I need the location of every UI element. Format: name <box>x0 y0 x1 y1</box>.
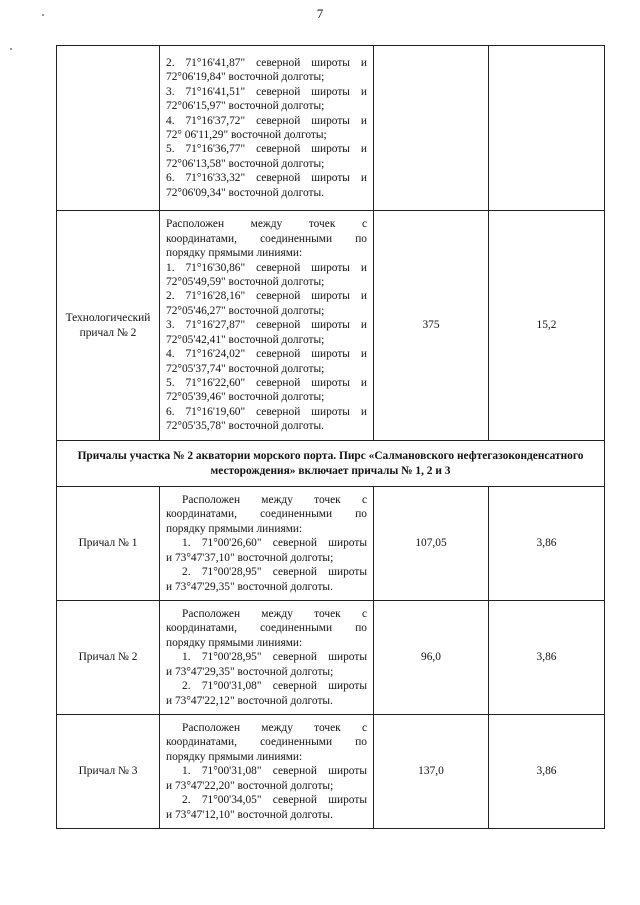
description-line: 2. 71°16'28,16" северной широты и <box>166 290 367 303</box>
description-line: координатами, соединенными по <box>166 622 367 635</box>
berth-depth: 3,86 <box>489 715 605 829</box>
description-line: 72°06'15,97" восточной долготы; <box>166 100 325 113</box>
berth-name: Причал № 3 <box>57 715 160 829</box>
description-line: 3. 71°16'41,51" северной широты и <box>166 85 367 98</box>
description-line: Расположен между точек с <box>166 218 367 231</box>
table-row <box>57 715 605 829</box>
berth-depth: 3,86 <box>489 601 605 715</box>
berth-length <box>374 46 489 211</box>
description-line: 1. 71°16'30,86" северной широты и <box>166 261 367 274</box>
scan-speck <box>10 48 12 50</box>
berth-location-description <box>160 211 374 441</box>
description-line: 5. 71°16'36,77" северной широты и <box>166 143 367 156</box>
description-line: порядку прямыми линиями: <box>166 636 303 649</box>
description-line: 1. 71°00'28,95" северной широты <box>182 651 367 664</box>
description-line: 2. 71°00'34,05" северной широты <box>182 794 367 807</box>
section-header: Причалы участка № 2 акватории морского порта. Пирс «Салмановского нефтегазоконденсатного месторождения» включает причалы № 1, 2 и 3 <box>57 441 605 487</box>
description-line: 4. 71°16'24,02" северной широты и <box>166 348 367 361</box>
berth-location-description <box>160 715 374 829</box>
berth-name <box>57 46 160 211</box>
description-line: и 73°47'29,35" восточной долготы; <box>166 665 334 678</box>
description-line: 72°06'09,34" восточной долготы. <box>166 186 324 199</box>
description-line: координатами, соединенными по <box>166 736 367 749</box>
description-line: 3. 71°16'27,87" северной широты и <box>166 319 367 332</box>
berth-length: 107,05 <box>374 487 489 601</box>
berth-name: Технологический причал № 2 <box>57 211 160 441</box>
description-line: 72°05'46,27" восточной долготы; <box>166 304 325 317</box>
description-line: 6. 71°16'19,60" северной широты и <box>166 405 367 418</box>
berth-location-description <box>160 487 374 601</box>
description-line: 72°05'35,78" восточной долготы. <box>166 420 324 433</box>
description-line: 72°05'39,46" восточной долготы; <box>166 391 325 404</box>
description-line: координатами, соединенными по <box>166 232 367 245</box>
description-line: и 73°47'37,10" восточной долготы; <box>166 551 334 564</box>
description-line: и 73°47'29,35" восточной долготы. <box>166 580 333 593</box>
berth-length: 96,0 <box>374 601 489 715</box>
berth-name: Причал № 1 <box>57 487 160 601</box>
description-line: 72°06'19,84" восточной долготы; <box>166 71 325 84</box>
description-line: Расположен между точек с <box>182 608 367 621</box>
page-number: 7 <box>316 6 324 21</box>
berth-location-description <box>160 46 374 211</box>
berths-table-body <box>57 46 605 829</box>
description-line: координатами, соединенными по <box>166 508 367 521</box>
description-line: Расположен между точек с <box>182 494 367 507</box>
description-line: порядку прямыми линиями: <box>166 522 303 535</box>
description-line: и 73°47'12,10" восточной долготы. <box>166 808 333 821</box>
description-line: и 73°47'22,12" восточной долготы. <box>166 694 333 707</box>
description-line: 2. 71°00'31,08" северной широты <box>182 680 367 693</box>
description-line: 2. 71°00'28,95" северной широты <box>182 566 367 579</box>
berth-depth: 3,86 <box>489 487 605 601</box>
description-line: порядку прямыми линиями: <box>166 750 303 763</box>
description-line: 1. 71°00'31,08" северной широты <box>182 765 367 778</box>
description-line: 72°05'37,74" восточной долготы; <box>166 362 325 375</box>
berth-depth: 15,2 <box>489 211 605 441</box>
table-row <box>57 211 605 441</box>
description-line: 6. 71°16'33,32" северной широты и <box>166 172 367 185</box>
berth-location-description <box>160 601 374 715</box>
table-row <box>57 487 605 601</box>
berth-length: 375 <box>374 211 489 441</box>
description-line: Расположен между точек с <box>182 722 367 735</box>
description-line: 2. 71°16'41,87" северной широты и <box>166 56 367 69</box>
berths-table <box>56 45 605 829</box>
description-line: 5. 71°16'22,60" северной широты и <box>166 376 367 389</box>
description-line: и 73°47'22,20" восточной долготы; <box>166 779 334 792</box>
scan-speck <box>42 14 44 16</box>
table-row <box>57 601 605 715</box>
description-line: 72° 06'11,29" восточной долготы; <box>166 129 327 141</box>
description-line: 72°05'49,59" восточной долготы; <box>166 276 325 289</box>
berth-name: Причал № 2 <box>57 601 160 715</box>
berth-length: 137,0 <box>374 715 489 829</box>
description-line: 1. 71°00'26,60" северной широты <box>182 537 367 550</box>
description-line: 72°06'13,58" восточной долготы; <box>166 157 325 170</box>
section-header-row <box>57 441 605 487</box>
table-row <box>57 46 605 211</box>
description-line: порядку прямыми линиями: <box>166 247 303 260</box>
description-line: 4. 71°16'37,72" северной широты и <box>166 114 367 127</box>
berth-depth <box>489 46 605 211</box>
description-line: 72°05'42,41" восточной долготы; <box>166 333 325 346</box>
